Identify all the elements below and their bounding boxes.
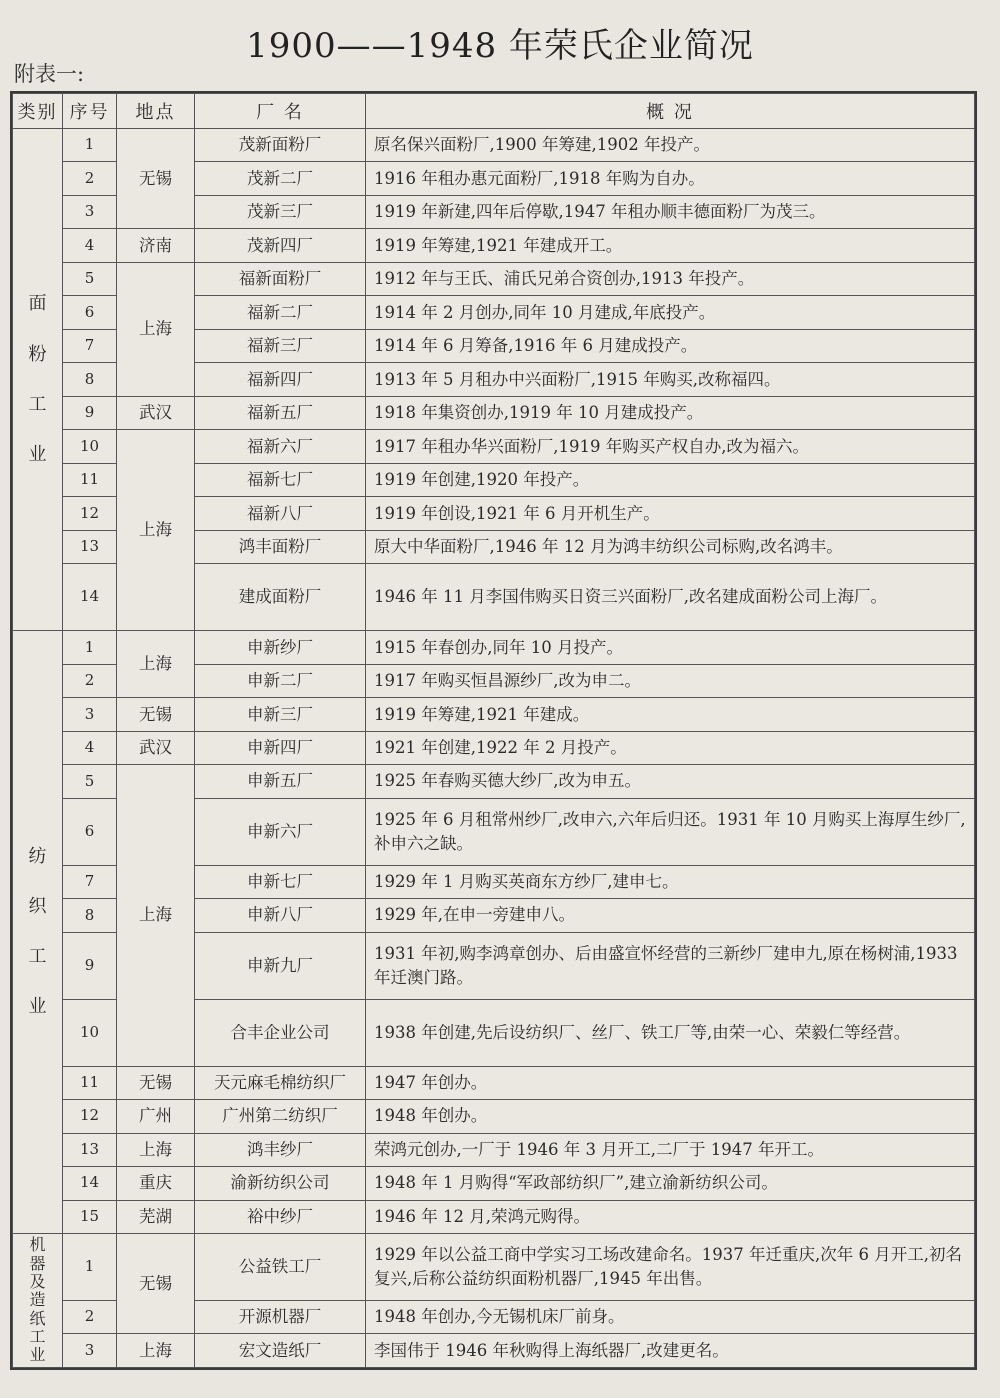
- row-number: 10: [63, 430, 117, 463]
- row-number: 5: [63, 765, 117, 798]
- page-title: 1900——1948 年荣氏企业简况: [246, 26, 754, 66]
- summary-cell: 1917 年购买恒昌源纱厂,改为申二。: [366, 664, 975, 697]
- row-number: 2: [63, 162, 117, 195]
- table-row: [13, 430, 975, 463]
- factory-name: 福新七厂: [195, 463, 366, 496]
- row-number: 5: [63, 262, 117, 295]
- table-row: [13, 129, 975, 162]
- location-cell: 武汉: [117, 731, 195, 764]
- factory-name: 茂新面粉厂: [195, 129, 366, 162]
- table-row: [13, 731, 975, 764]
- factory-name: 申新五厂: [195, 765, 366, 798]
- factory-name: 开源机器厂: [195, 1300, 366, 1333]
- summary-cell: 1946 年 11 月李国伟购买日资三兴面粉厂,改名建成面粉公司上海厂。: [366, 564, 975, 631]
- summary-cell: 1931 年初,购李鸿章创办、后由盛宣怀经营的三新纱厂建申九,原在杨树浦,1933 年迁澳门路。: [366, 932, 975, 999]
- factory-name: 申新四厂: [195, 731, 366, 764]
- factory-name: 天元麻毛棉纺织厂: [195, 1066, 366, 1099]
- location-cell: 芜湖: [117, 1200, 195, 1233]
- factory-name: 茂新三厂: [195, 195, 366, 228]
- row-number: 6: [63, 798, 117, 865]
- header-location: 地点: [117, 94, 195, 129]
- location-cell: 重庆: [117, 1167, 195, 1200]
- summary-cell: 李国伟于 1946 年秋购得上海纸器厂,改建更名。: [366, 1334, 975, 1368]
- row-number: 11: [63, 1066, 117, 1099]
- row-number: 2: [63, 664, 117, 697]
- summary-cell: 1921 年创建,1922 年 2 月投产。: [366, 731, 975, 764]
- factory-name: 茂新四厂: [195, 229, 366, 262]
- row-number: 3: [63, 195, 117, 228]
- row-number: 2: [63, 1300, 117, 1333]
- table-row: [13, 1167, 975, 1200]
- factory-name: 公益铁工厂: [195, 1233, 366, 1300]
- location-cell: 上海: [117, 430, 195, 631]
- summary-cell: 1929 年,在申一旁建申八。: [366, 899, 975, 932]
- summary-cell: 原大中华面粉厂,1946 年 12 月为鸿丰纺织公司标购,改名鸿丰。: [366, 530, 975, 563]
- header-number: 序号: [63, 94, 117, 129]
- row-number: 9: [63, 396, 117, 429]
- table-row: [13, 1334, 975, 1368]
- summary-cell: 1948 年创办。: [366, 1100, 975, 1133]
- summary-cell: 1929 年以公益工商中学实习工场改建命名。1937 年迁重庆,次年 6 月开工,初名复兴,后称公益纺织面粉机器厂,1945 年出售。: [366, 1233, 975, 1300]
- table-row: [13, 1233, 975, 1300]
- summary-cell: 1919 年新建,四年后停歇,1947 年租办顺丰德面粉厂为茂三。: [366, 195, 975, 228]
- row-number: 13: [63, 530, 117, 563]
- factory-name: 申新二厂: [195, 664, 366, 697]
- summary-cell: 1919 年筹建,1921 年建成。: [366, 698, 975, 731]
- summary-cell: 1925 年春购买德大纱厂,改为申五。: [366, 765, 975, 798]
- factory-name: 广州第二纺织厂: [195, 1100, 366, 1133]
- summary-cell: 1947 年创办。: [366, 1066, 975, 1099]
- category-flour: 面 粉 工 业: [13, 129, 63, 631]
- table-row: [13, 698, 975, 731]
- table-row: [13, 1100, 975, 1133]
- summary-cell: 1912 年与王氏、浦氏兄弟合资创办,1913 年投产。: [366, 262, 975, 295]
- row-number: 4: [63, 731, 117, 764]
- table-row: [13, 1066, 975, 1099]
- location-cell: 上海: [117, 1133, 195, 1166]
- factory-name: 申新八厂: [195, 899, 366, 932]
- summary-cell: 1929 年 1 月购买英商东方纱厂,建申七。: [366, 865, 975, 898]
- factory-name: 建成面粉厂: [195, 564, 366, 631]
- summary-cell: 1919 年创设,1921 年 6 月开机生产。: [366, 497, 975, 530]
- summary-cell: 1925 年 6 月租常州纱厂,改申六,六年后归还。1931 年 10 月购买上海厚生纱厂,补申六之缺。: [366, 798, 975, 865]
- location-cell: 无锡: [117, 698, 195, 731]
- summary-cell: 1918 年集资创办,1919 年 10 月建成投产。: [366, 396, 975, 429]
- location-cell: 无锡: [117, 1233, 195, 1333]
- location-cell: 上海: [117, 631, 195, 698]
- summary-cell: 1916 年租办惠元面粉厂,1918 年购为自办。: [366, 162, 975, 195]
- factory-name: 鸿丰纱厂: [195, 1133, 366, 1166]
- row-number: 12: [63, 497, 117, 530]
- factory-name: 福新面粉厂: [195, 262, 366, 295]
- row-number: 1: [63, 631, 117, 664]
- table-row: [13, 229, 975, 262]
- row-number: 10: [63, 999, 117, 1066]
- category-textile: 纺 织 工 业: [13, 631, 63, 1234]
- factory-name: 福新三厂: [195, 329, 366, 362]
- factory-name: 申新六厂: [195, 798, 366, 865]
- row-number: 9: [63, 932, 117, 999]
- row-number: 3: [63, 698, 117, 731]
- factory-name: 合丰企业公司: [195, 999, 366, 1066]
- row-number: 14: [63, 1167, 117, 1200]
- factory-name: 福新八厂: [195, 497, 366, 530]
- table-header-row: [13, 94, 975, 129]
- factory-name: 宏文造纸厂: [195, 1334, 366, 1368]
- row-number: 4: [63, 229, 117, 262]
- row-number: 3: [63, 1334, 117, 1368]
- header-factory: 厂 名: [195, 94, 366, 129]
- location-cell: 上海: [117, 262, 195, 396]
- summary-cell: 荣鸿元创办,一厂于 1946 年 3 月开工,二厂于 1947 年开工。: [366, 1133, 975, 1166]
- summary-cell: 1915 年春创办,同年 10 月投产。: [366, 631, 975, 664]
- table-row: [13, 1133, 975, 1166]
- row-number: 1: [63, 1233, 117, 1300]
- row-number: 11: [63, 463, 117, 496]
- factory-name: 申新七厂: [195, 865, 366, 898]
- summary-cell: 1913 年 5 月租办中兴面粉厂,1915 年购买,改称福四。: [366, 363, 975, 396]
- table-row: [13, 1200, 975, 1233]
- category-machinery-paper: 机 器 及 造 纸 工 业: [13, 1233, 63, 1367]
- summary-cell: 1948 年 1 月购得“军政部纺织厂”,建立渝新纺织公司。: [366, 1167, 975, 1200]
- header-category: 类别: [13, 94, 63, 129]
- row-number: 15: [63, 1200, 117, 1233]
- location-cell: 无锡: [117, 1066, 195, 1099]
- location-cell: 广州: [117, 1100, 195, 1133]
- location-cell: 无锡: [117, 129, 195, 229]
- factory-name: 申新纱厂: [195, 631, 366, 664]
- header-summary: 概 况: [366, 94, 975, 129]
- factory-name: 鸿丰面粉厂: [195, 530, 366, 563]
- factory-name: 茂新二厂: [195, 162, 366, 195]
- summary-cell: 1914 年 2 月创办,同年 10 月建成,年底投产。: [366, 296, 975, 329]
- location-cell: 济南: [117, 229, 195, 262]
- appendix-label: 附表一:: [14, 62, 85, 86]
- summary-cell: 1938 年创建,先后设纺织厂、丝厂、铁工厂等,由荣一心、荣毅仁等经营。: [366, 999, 975, 1066]
- factory-name: 渝新纺织公司: [195, 1167, 366, 1200]
- factory-name: 裕中纱厂: [195, 1200, 366, 1233]
- table-row: [13, 631, 975, 664]
- factory-name: 福新四厂: [195, 363, 366, 396]
- factory-name: 福新六厂: [195, 430, 366, 463]
- factory-name: 福新五厂: [195, 396, 366, 429]
- row-number: 12: [63, 1100, 117, 1133]
- row-number: 7: [63, 865, 117, 898]
- factory-name: 申新九厂: [195, 932, 366, 999]
- factory-name: 申新三厂: [195, 698, 366, 731]
- row-number: 6: [63, 296, 117, 329]
- location-cell: 上海: [117, 765, 195, 1066]
- summary-cell: 原名保兴面粉厂,1900 年筹建,1902 年投产。: [366, 129, 975, 162]
- summary-cell: 1914 年 6 月筹备,1916 年 6 月建成投产。: [366, 329, 975, 362]
- location-cell: 武汉: [117, 396, 195, 429]
- summary-cell: 1917 年租办华兴面粉厂,1919 年购买产权自办,改为福六。: [366, 430, 975, 463]
- summary-cell: 1919 年筹建,1921 年建成开工。: [366, 229, 975, 262]
- row-number: 13: [63, 1133, 117, 1166]
- factory-name: 福新二厂: [195, 296, 366, 329]
- table-row: [13, 765, 975, 798]
- table-row: [13, 396, 975, 429]
- row-number: 14: [63, 564, 117, 631]
- row-number: 8: [63, 899, 117, 932]
- summary-cell: 1948 年创办,今无锡机床厂前身。: [366, 1300, 975, 1333]
- enterprise-table: [10, 91, 977, 1370]
- location-cell: 上海: [117, 1334, 195, 1368]
- row-number: 1: [63, 129, 117, 162]
- table-row: [13, 262, 975, 295]
- summary-cell: 1919 年创建,1920 年投产。: [366, 463, 975, 496]
- row-number: 7: [63, 329, 117, 362]
- row-number: 8: [63, 363, 117, 396]
- summary-cell: 1946 年 12 月,荣鸿元购得。: [366, 1200, 975, 1233]
